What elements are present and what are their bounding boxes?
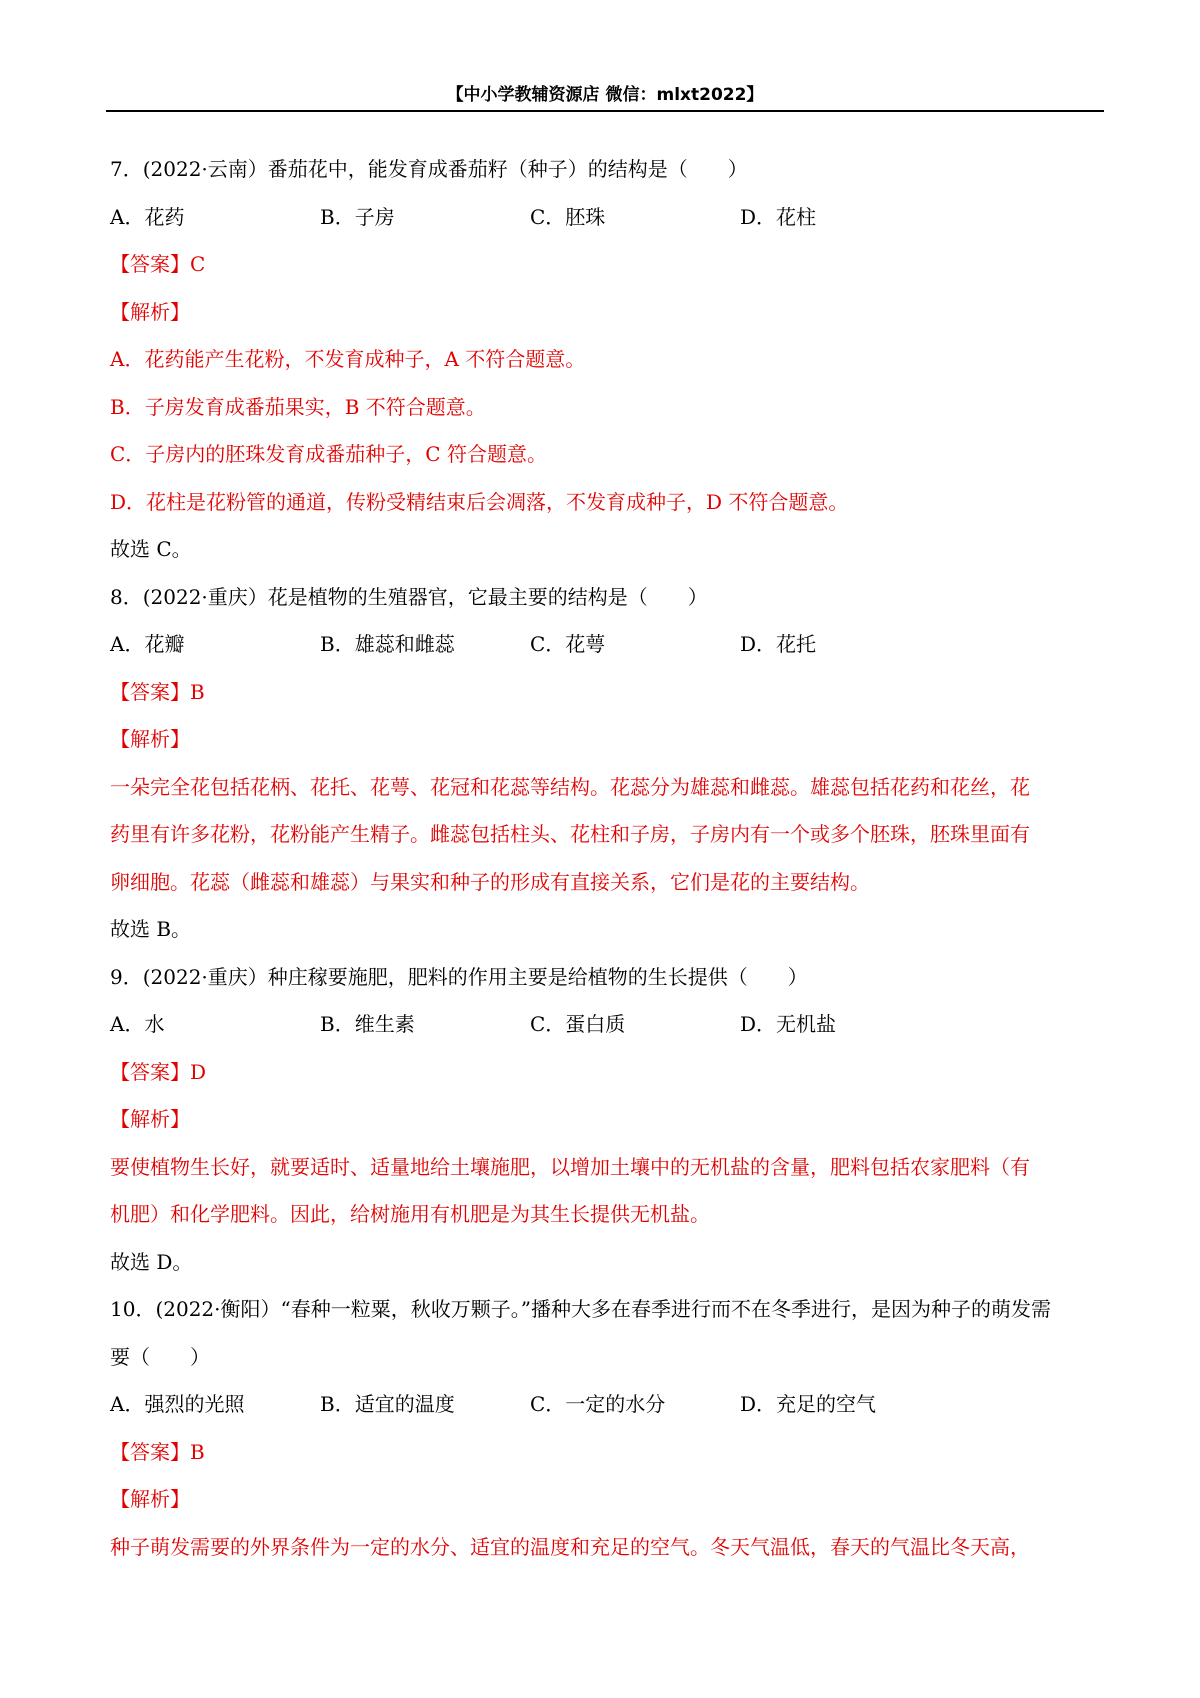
- option-d: D．无机盐: [740, 1012, 837, 1036]
- option-a: A．水: [110, 1012, 165, 1036]
- question-8: [110, 574, 1100, 954]
- answer-options: [110, 1001, 1100, 1049]
- option-b: B．维生素: [320, 1012, 415, 1036]
- option-d: D．花柱: [740, 204, 817, 229]
- analysis-line: 一朵完全花包括花柄、花托、花萼、花冠和花蕊等结构。花蕊分为雄蕊和雌蕊。雄蕊包括花药和花丝，花: [110, 774, 1030, 799]
- analysis-line: 机肥）和化学肥料。因此，给树施用有机肥是为其生长提供无机盐。: [110, 1202, 710, 1226]
- analysis-label: 【解析】: [110, 1487, 190, 1511]
- question-stem-continued: 要（ ）: [110, 1344, 210, 1369]
- option-d: D．充足的空气: [740, 1392, 877, 1416]
- analysis-line: D．花柱是花粉管的通道，传粉受精结束后会凋落，不发育成种子，D 不符合题意。: [110, 489, 849, 514]
- analysis-label: 【解析】: [110, 727, 190, 751]
- question-10: [110, 1286, 1100, 1571]
- question-stem: 8．(2022·重庆）花是植物的生殖器官，它最主要的结构是（ ）: [110, 584, 708, 609]
- option-b: B．子房: [320, 204, 395, 229]
- analysis-label: 【解析】: [110, 1107, 190, 1131]
- answer-label: 【答案】B: [110, 1439, 205, 1464]
- question-stem: 7．(2022·云南）番茄花中，能发育成番茄籽（种子）的结构是（ ）: [110, 157, 748, 181]
- option-a: A．花瓣: [110, 632, 185, 656]
- analysis-line: C．子房内的胚珠发育成番茄种子，C 符合题意。: [110, 442, 547, 466]
- option-c: C．花萼: [530, 632, 606, 656]
- question-stem: 10．(2022·衡阳）“春种一粒粟，秋收万颗子。”播种大多在春季进行而不在冬季进行，是因为种子的萌发需: [110, 1297, 1051, 1321]
- conclusion: 故选 D。: [110, 1249, 193, 1274]
- analysis-line: B．子房发育成番茄果实，B 不符合题意。: [110, 394, 486, 419]
- conclusion: 故选 C。: [110, 537, 192, 561]
- option-b: B．雄蕊和雌蕊: [320, 632, 455, 656]
- option-a: A．强烈的光照: [110, 1392, 245, 1416]
- analysis-label: 【解析】: [110, 299, 190, 324]
- option-a: A．花药: [110, 204, 185, 229]
- answer-label: 【答案】B: [110, 679, 205, 704]
- page-header: 【中小学教辅资源店 微信：mlxt2022】: [446, 85, 764, 105]
- option-c: C．一定的水分: [530, 1392, 666, 1416]
- option-d: D．花托: [740, 632, 817, 656]
- answer-label: 【答案】D: [110, 1059, 207, 1084]
- answer-options: [110, 194, 1100, 242]
- option-c: C．蛋白质: [530, 1012, 626, 1036]
- analysis-line: 卵细胞。花蕊（雌蕊和雄蕊）与果实和种子的形成有直接关系，它们是花的主要结构。: [110, 869, 870, 894]
- question-7: [110, 146, 1100, 574]
- document-content: [110, 146, 1100, 1571]
- option-c: C．胚珠: [530, 204, 606, 229]
- question-stem: 9．(2022·重庆）种庄稼要施肥，肥料的作用主要是给植物的生长提供（ ）: [110, 964, 808, 989]
- header-divider: [106, 110, 1104, 112]
- question-9: [110, 954, 1100, 1287]
- answer-options: [110, 1381, 1100, 1429]
- option-b: B．适宜的温度: [320, 1392, 455, 1416]
- analysis-line: 药里有许多花粉，花粉能产生精子。雌蕊包括柱头、花柱和子房，子房内有一个或多个胚珠，胚珠里面有: [110, 822, 1030, 846]
- analysis-line: 种子萌发需要的外界条件为一定的水分、适宜的温度和充足的空气。冬天气温低，春天的气温比冬天高，: [110, 1534, 1030, 1559]
- conclusion: 故选 B。: [110, 917, 192, 941]
- answer-label: 【答案】C: [110, 252, 206, 276]
- analysis-line: A．花药能产生花粉，不发育成种子，A 不符合题意。: [110, 347, 586, 371]
- answer-options: [110, 621, 1100, 669]
- analysis-line: 要使植物生长好，就要适时、适量地给土壤施肥，以增加土壤中的无机盐的含量，肥料包括农家肥料（有: [110, 1154, 1030, 1179]
